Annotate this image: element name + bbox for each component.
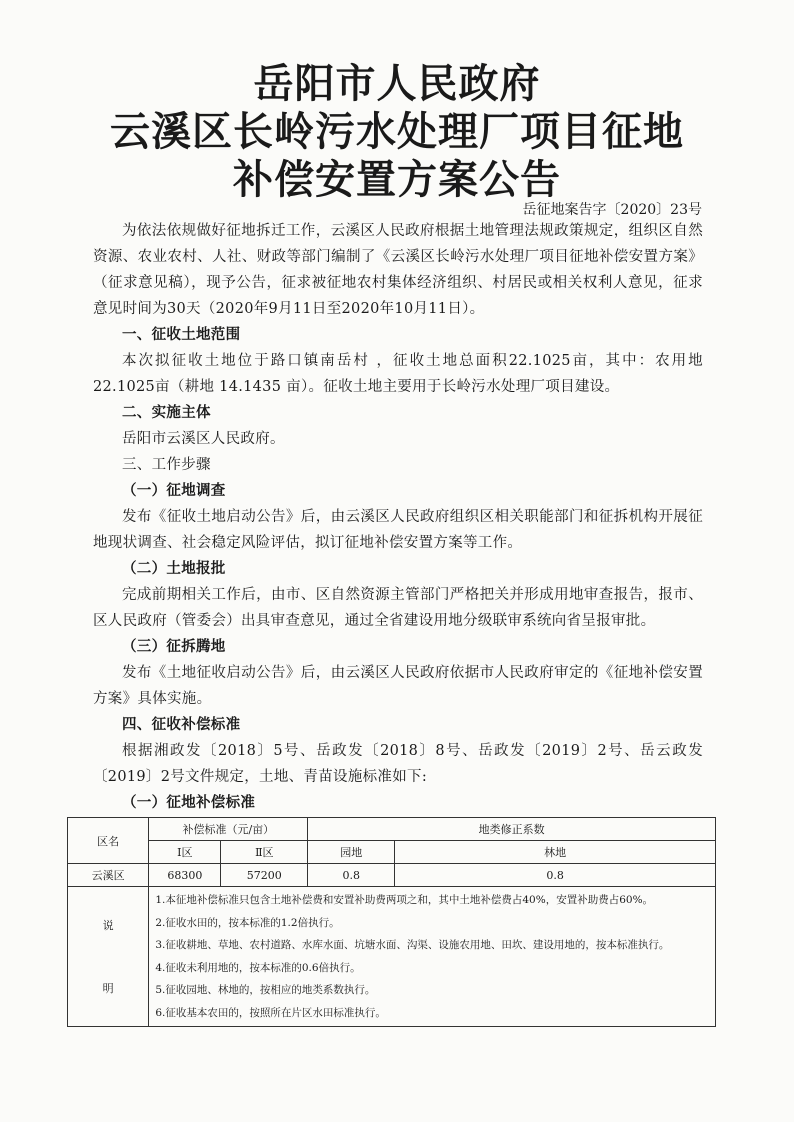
section-1-text: 本次拟征收土地位于路口镇南岳村 ，征收土地总面积22.1025亩，其中：农用地 22.1025亩（耕地 14.1435 亩）。征收土地主要用于长岭污水处理厂项目建设。 <box>93 353 703 395</box>
note-item: 6.征收基本农田的，按照所在片区水田标准执行。 <box>155 1006 386 1019</box>
title-line-2: 云溪区长岭污水处理厂项目征地 <box>110 108 684 155</box>
note-item: 1.本征地补偿标准只包含土地补偿费和安置补助费两项之和，其中土地补偿费占40%，安置补助费占60%。 <box>155 894 654 906</box>
section-3-sub-3-heading: （三）征拆腾地 <box>122 639 226 655</box>
table-header-row-2 <box>68 841 716 864</box>
notes-label-2: 明 <box>102 982 114 995</box>
header-coefficient: 地类修正系数 <box>308 818 716 841</box>
notes-content <box>149 887 716 1027</box>
section-3-heading: 三、工作步骤 <box>122 457 211 473</box>
header-zone-1: Ⅰ区 <box>149 841 221 864</box>
title-line-1: 岳阳市人民政府 <box>253 60 541 107</box>
document-body <box>93 218 703 816</box>
cell-garden: 0.8 <box>308 864 395 887</box>
note-item: 2.征收水田的，按本标准的1.2倍执行。 <box>155 916 340 929</box>
section-3-sub-3-text: 发布《土地征收启动公告》后，由云溪区人民政府依据市人民政府审定的《征地补偿安置方案》具体实施。 <box>93 665 703 707</box>
section-4-sub-1-heading: （一）征地补偿标准 <box>122 795 256 811</box>
cell-forest: 0.8 <box>395 864 716 887</box>
table-header-row-1 <box>68 818 716 841</box>
note-item: 4.征收未利用地的，按本标准的0.6倍执行。 <box>155 961 361 974</box>
title-line-3: 补偿安置方案公告 <box>233 156 561 203</box>
section-1-heading: 一、征收土地范围 <box>122 327 241 343</box>
cell-zone-2: 57200 <box>221 864 308 887</box>
note-item: 5.征收园地、林地的，按相应的地类系数执行。 <box>155 984 376 996</box>
cell-area: 云溪区 <box>68 864 149 887</box>
header-forest: 林地 <box>395 841 716 864</box>
notes-row <box>68 887 716 1027</box>
table-row <box>68 864 716 887</box>
compensation-table <box>67 817 716 1027</box>
section-4-heading: 四、征收补偿标准 <box>122 717 241 733</box>
section-3-sub-1-text: 发布《征收土地启动公告》后，由云溪区人民政府组织区相关职能部门和征拆机构开展征地现状调查、社会稳定风险评估，拟订征地补偿安置方案等工作。 <box>93 509 703 551</box>
section-3-sub-1-heading: （一）征地调查 <box>122 483 226 499</box>
notes-label-1: 说 <box>102 919 114 932</box>
intro-paragraph: 为依法依规做好征地拆迁工作，云溪区人民政府根据土地管理法规政策规定，组织区自然资源、农业农村、人社、财政等部门编制了《云溪区长岭污水处理厂项目征地补偿安置方案》（征求意见稿），现予公告，征求被征地农村集体经济组织、村居民或相关权利人意见，征求意见时间为30天（2020年9月11日至2020年10月11日）。 <box>93 223 703 317</box>
header-area: 区名 <box>68 818 149 864</box>
section-2-text: 岳阳市云溪区人民政府。 <box>122 431 285 447</box>
section-4-text: 根据湘政发〔2018〕5号、岳政发〔2018〕8号、岳政发〔2019〕2号、岳云政发〔2019〕2号文件规定，土地、青苗设施标准如下: <box>93 743 703 785</box>
header-standard: 补偿标准（元/亩） <box>149 818 308 841</box>
document-number: 岳征地案告字〔2020〕23号 <box>522 202 702 218</box>
section-3-sub-2-text: 完成前期相关工作后，由市、区自然资源主管部门严格把关并形成用地审查报告，报市、区人民政府（管委会）出具审查意见，通过全省建设用地分级联审系统向省呈报审批。 <box>93 587 703 629</box>
cell-zone-1: 68300 <box>149 864 221 887</box>
section-3-sub-2-heading: （二）土地报批 <box>122 561 226 577</box>
header-zone-2: Ⅱ区 <box>221 841 308 864</box>
header-garden: 园地 <box>308 841 395 864</box>
section-2-heading: 二、实施主体 <box>122 405 211 421</box>
note-item: 3.征收耕地、草地、农村道路、水库水面、坑塘水面、沟渠、设施农用地、田坎、建设用地的，按本标准执行。 <box>155 939 670 951</box>
notes-label <box>68 887 149 1027</box>
